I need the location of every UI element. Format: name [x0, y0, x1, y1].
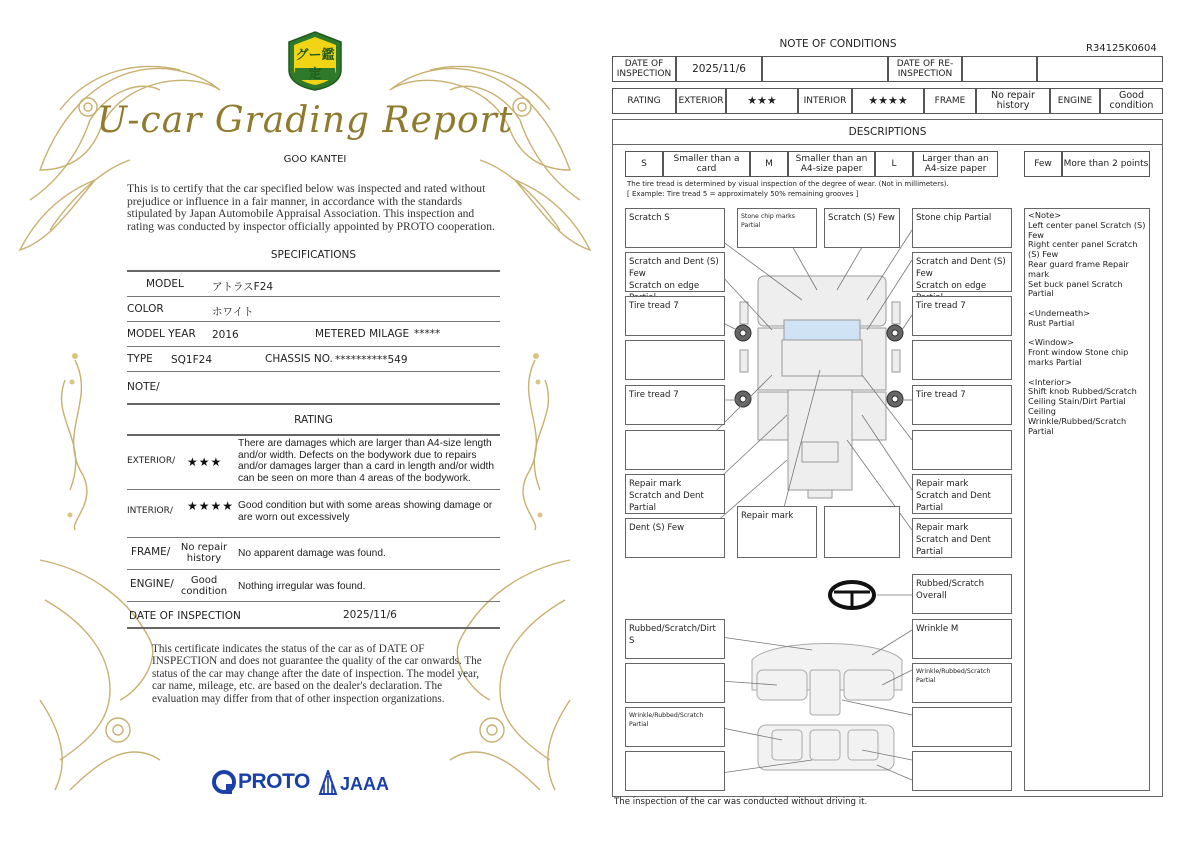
legend-s-desc: Smaller than a card	[663, 151, 750, 177]
interior-box-1: Rubbed/Scratch Overall	[912, 574, 1012, 614]
jaaa-logo-icon	[318, 770, 338, 796]
chassis-label: CHASSIS NO.	[265, 353, 333, 365]
proto-logo-text: PROTO	[238, 770, 310, 793]
reference-number: R34125K0604	[1086, 43, 1157, 54]
exterior-description: There are damages which are larger than A4-size length and/or width. Defects on the bodywork due to repairs and/or damages larger than a card in length and/or width can be seen on more than 4 areas of the bodywork.	[238, 438, 494, 484]
exterior-stars: ★★★	[726, 88, 798, 114]
date-of-inspection-label: DATE OF INSPECTION	[612, 56, 676, 82]
legend-l-desc: Larger than an A4-size paper	[913, 151, 998, 177]
reinspection-extra	[1037, 56, 1163, 82]
model-label: MODEL	[146, 278, 184, 290]
damage-box-left-5: Tire tread 7	[625, 385, 725, 425]
metered-mileage-value: *****	[414, 328, 441, 340]
damage-box-right-5: Tire tread 7	[912, 385, 1012, 425]
conditions-title: NOTE OF CONDITIONS	[779, 38, 897, 50]
metered-mileage-label: METERED MILAGE	[315, 328, 410, 340]
reinspection-value	[962, 56, 1037, 82]
date-of-reinspection-label: DATE OF RE-INSPECTION	[888, 56, 962, 82]
damage-box-left-3: Tire tread 7	[625, 296, 725, 336]
damage-box-left-2: Scratch and Dent (S) Few Scratch on edge	[625, 252, 725, 292]
interior-stars: ★★★★	[852, 88, 924, 114]
engine-value: Good condition	[1100, 88, 1163, 114]
damage-box-right-7: Repair mark Scratch and Dent Partial	[912, 474, 1012, 514]
interior-box-8	[625, 751, 725, 791]
proto-logo-icon	[212, 770, 238, 796]
steering-wheel-icon	[830, 582, 874, 608]
interior-box-3: Wrinkle M	[912, 619, 1012, 659]
legend-s: S	[625, 151, 663, 177]
date-spacer	[762, 56, 888, 82]
certification-statement: This is to certify that the car specified below was inspected and rated without prejudice or influence in a fair manner, in accordance with the standards stipulated by Japan Automobile Appraisal Association. This inspection and rating was conducted by inspector officially appointed by PROTO cooperation.	[127, 182, 495, 233]
rating-heading: RATING	[294, 414, 333, 426]
interior-box-4	[625, 663, 725, 703]
damage-box-center-1: Stone chip marks Partial	[737, 208, 817, 248]
frame-label: FRAME/	[131, 546, 171, 558]
rating-label: RATING	[612, 88, 676, 114]
interior-box-2: Rubbed/Scratch/Dirt S	[625, 619, 725, 659]
frame-label: FRAME	[924, 88, 976, 114]
damage-box-center-4	[824, 506, 900, 558]
damage-box-left-7: Repair mark Scratch and Dent Partial	[625, 474, 725, 514]
color-label: COLOR	[127, 303, 164, 315]
tire-tread-note: The tire tread is determined by visual inspection of the degree of wear. (Not in millimeters).	[627, 180, 949, 188]
jaaa-logo-text: JAAA	[340, 774, 390, 794]
interior-label: INTERIOR/	[127, 506, 173, 516]
note-label: NOTE/	[127, 381, 160, 393]
engine-description: Nothing irregular was found.	[238, 581, 366, 592]
damage-box-left-6	[625, 430, 725, 470]
model-value: アトラスF24	[212, 281, 274, 293]
legend-few: Few	[1024, 151, 1062, 177]
frame-value: No repair history	[976, 88, 1050, 114]
damage-box-right-2: Scratch and Dent (S) Few Scratch on edge	[912, 252, 1012, 292]
exterior-label: EXTERIOR	[676, 88, 726, 114]
legend-m-desc: Smaller than an A4-size paper	[788, 151, 875, 177]
chassis-value: **********549	[335, 354, 408, 366]
interior-box-5: Wrinkle/Rubbed/Scratch Partial	[912, 663, 1012, 703]
damage-box-center-2: Scratch (S) Few	[824, 208, 900, 248]
interior-box-6: Wrinkle/Rubbed/Scratch Partial	[625, 707, 725, 747]
tire-tread-example: [ Example: Tire tread 5 = approximately 50% remaining grooves ]	[627, 190, 859, 198]
damage-box-left-4	[625, 340, 725, 380]
damage-box-right-3: Tire tread 7	[912, 296, 1012, 336]
damage-box-left-8: Dent (S) Few	[625, 518, 725, 558]
color-value: ホワイト	[212, 306, 254, 318]
date-of-inspection-value: 2025/11/6	[343, 609, 397, 621]
damage-box-right-4	[912, 340, 1012, 380]
damage-box-left-1: Scratch S	[625, 208, 725, 248]
report-subtitle: GOO KANTEI	[283, 154, 347, 165]
badge-text: グー鑑定	[295, 48, 335, 82]
damage-box-right-1: Stone chip Partial	[912, 208, 1012, 248]
damage-box-right-6	[912, 430, 1012, 470]
legend-l: L	[875, 151, 913, 177]
condition-notes: <Note> Left center panel Scratch (S) Few Right center panel Scratch (S) Few Rear guard frame Repair mark Set buck panel Scratch Partial <Underneath> Rust Partial <Window> Front window Stone chip marks Partial <Interior> Shift knob Rubbed/Scratch Ceiling Stain/Dirt Partial Ceiling Wrinkle/Rubbed/Scratch Partial	[1024, 208, 1150, 791]
damage-box-right-8: Repair mark Scratch and Dent Partial	[912, 518, 1012, 558]
damage-box-center-3: Repair mark	[737, 506, 817, 558]
model-year-value: 2016	[212, 329, 239, 341]
type-label: TYPE	[127, 353, 153, 365]
date-of-inspection-value: 2025/11/6	[676, 56, 762, 82]
legend-few-desc: More than 2 points	[1062, 151, 1150, 177]
date-of-inspection-label: DATE OF INSPECTION	[129, 610, 241, 622]
type-value: SQ1F24	[171, 354, 213, 366]
legend-m: M	[750, 151, 788, 177]
engine-label: ENGINE	[1050, 88, 1100, 114]
frame-value: No repair history	[180, 542, 228, 564]
certificate-disclaimer: This certificate indicates the status of the car as of DATE OF INSPECTION and does not guarantee the quality of the car onwards. The status of the car may change after the date of inspection. The model year, car name, mileage, etc. are based on the dealer's declaration. The evaluation may differ from that of other inspection organizations.	[152, 643, 482, 705]
specifications-heading: SPECIFICATIONS	[270, 249, 357, 261]
frame-description: No apparent damage was found.	[238, 548, 386, 559]
model-year-label: MODEL YEAR	[127, 328, 196, 340]
interior-label: INTERIOR	[798, 88, 852, 114]
inspection-footnote: The inspection of the car was conducted without driving it.	[614, 797, 868, 807]
interior-box-7	[912, 707, 1012, 747]
exterior-stars: ★★★	[187, 455, 223, 469]
engine-value: Good condition	[180, 575, 228, 597]
exterior-label: EXTERIOR/	[127, 456, 176, 466]
interior-stars: ★★★★	[187, 499, 235, 513]
report-title: U-car Grading Report	[96, 100, 514, 141]
engine-label: ENGINE/	[130, 578, 174, 590]
interior-description: Good condition but with some areas showing damage or are worn out excessively	[238, 500, 493, 523]
descriptions-heading: DESCRIPTIONS	[612, 119, 1163, 145]
interior-box-9	[912, 751, 1012, 791]
